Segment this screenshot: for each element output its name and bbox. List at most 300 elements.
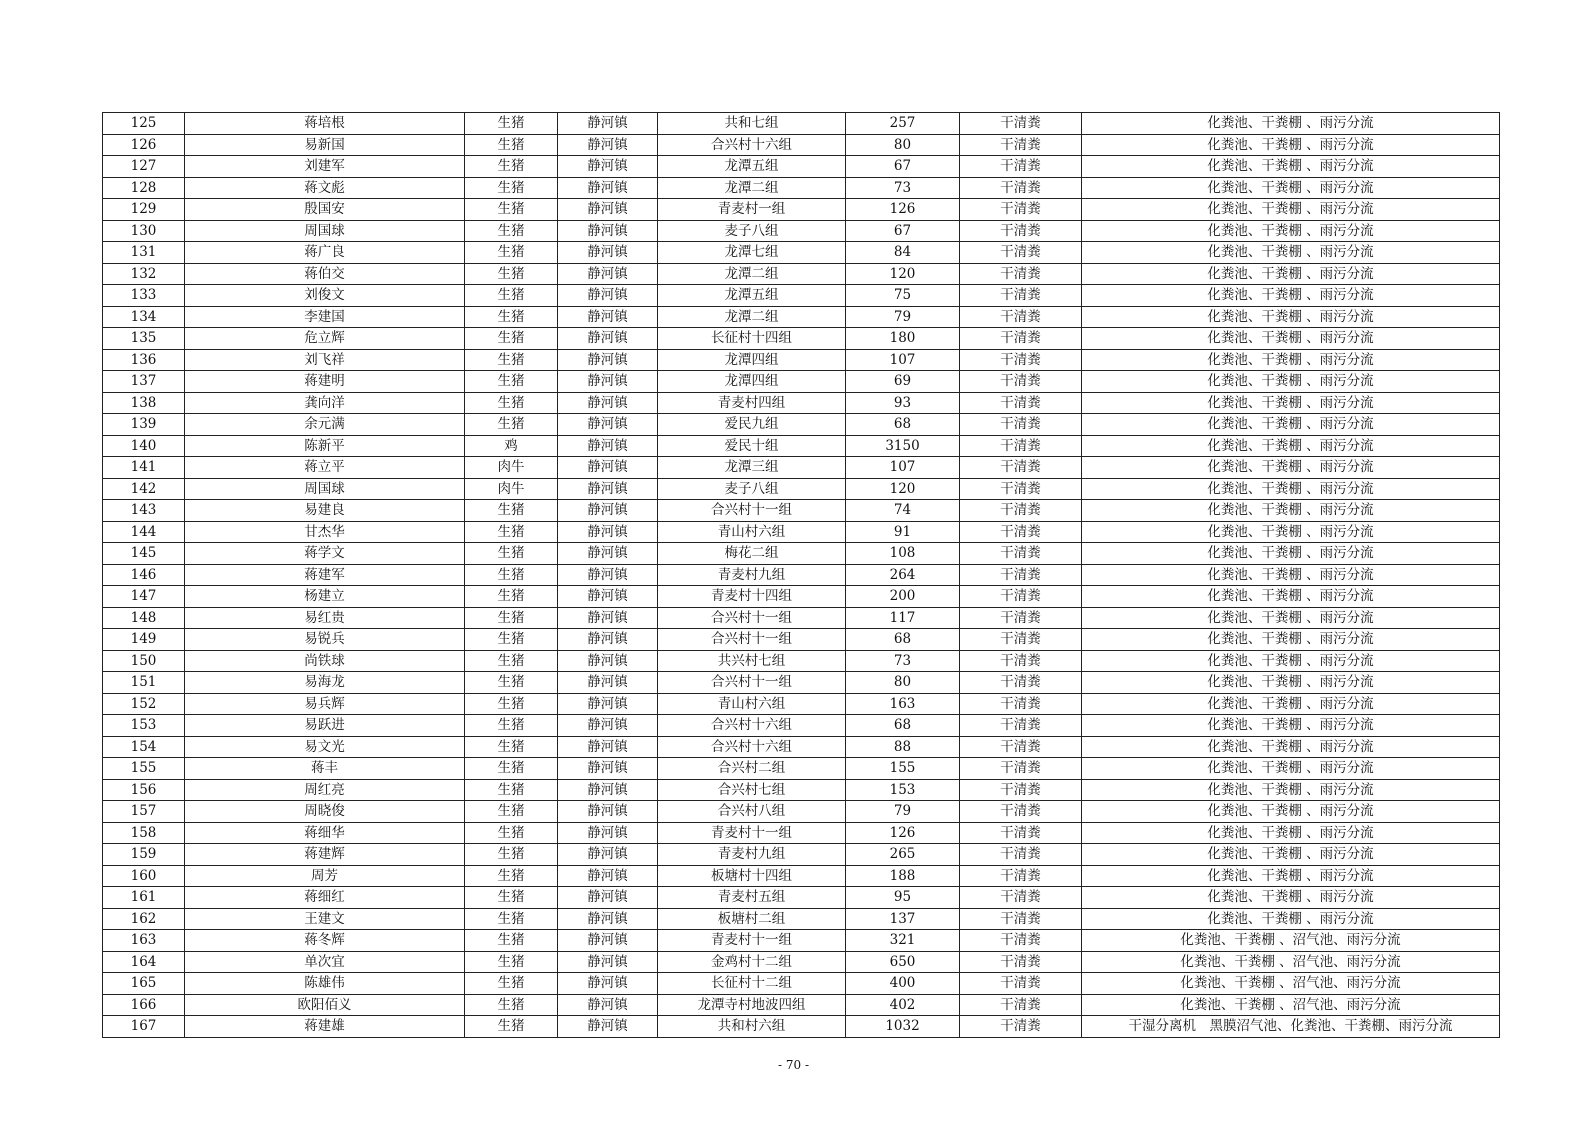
treatment-facilities-cell: 化粪池、干粪棚 、雨污分流 [1082, 478, 1500, 500]
manure-method-cell: 干清粪 [960, 564, 1082, 586]
treatment-facilities-cell: 化粪池、干粪棚 、雨污分流 [1082, 328, 1500, 350]
treatment-facilities-cell: 化粪池、干粪棚 、雨污分流 [1082, 736, 1500, 758]
manure-method-cell: 干清粪 [960, 650, 1082, 672]
town-cell: 静河镇 [558, 199, 658, 221]
livestock-type-cell: 生猪 [465, 994, 558, 1016]
town-cell: 静河镇 [558, 414, 658, 436]
village-group-cell: 合兴村十一组 [658, 607, 846, 629]
herd-size-cell: 257 [846, 113, 960, 135]
village-group-cell: 龙潭七组 [658, 242, 846, 264]
town-cell: 静河镇 [558, 801, 658, 823]
manure-method-cell: 干清粪 [960, 930, 1082, 952]
town-cell: 静河镇 [558, 457, 658, 479]
village-group-cell: 龙潭寺村地波四组 [658, 994, 846, 1016]
herd-size-cell: 68 [846, 414, 960, 436]
manure-method-cell: 干清粪 [960, 822, 1082, 844]
manure-method-cell: 干清粪 [960, 994, 1082, 1016]
village-group-cell: 共和七组 [658, 113, 846, 135]
manure-method-cell: 干清粪 [960, 672, 1082, 694]
town-cell: 静河镇 [558, 263, 658, 285]
livestock-type-cell: 生猪 [465, 629, 558, 651]
town-cell: 静河镇 [558, 328, 658, 350]
town-cell: 静河镇 [558, 177, 658, 199]
livestock-type-cell: 生猪 [465, 650, 558, 672]
manure-method-cell: 干清粪 [960, 134, 1082, 156]
table-row [103, 650, 1500, 672]
manure-method-cell: 干清粪 [960, 285, 1082, 307]
village-group-cell: 龙潭三组 [658, 457, 846, 479]
livestock-type-cell: 生猪 [465, 113, 558, 135]
village-group-cell: 长征村十二组 [658, 973, 846, 995]
manure-method-cell: 干清粪 [960, 263, 1082, 285]
row-index-cell: 154 [103, 736, 185, 758]
herd-size-cell: 400 [846, 973, 960, 995]
table-row [103, 758, 1500, 780]
treatment-facilities-cell: 化粪池、干粪棚 、雨污分流 [1082, 543, 1500, 565]
town-cell: 静河镇 [558, 543, 658, 565]
town-cell: 静河镇 [558, 908, 658, 930]
table-row [103, 199, 1500, 221]
village-group-cell: 合兴村十一组 [658, 629, 846, 651]
livestock-type-cell: 生猪 [465, 973, 558, 995]
herd-size-cell: 126 [846, 822, 960, 844]
herd-size-cell: 91 [846, 521, 960, 543]
livestock-type-cell: 生猪 [465, 156, 558, 178]
herd-size-cell: 88 [846, 736, 960, 758]
herd-size-cell: 265 [846, 844, 960, 866]
farmer-name-cell: 蒋丰 [185, 758, 465, 780]
herd-size-cell: 79 [846, 801, 960, 823]
village-group-cell: 共兴村七组 [658, 650, 846, 672]
village-group-cell: 龙潭二组 [658, 177, 846, 199]
treatment-facilities-cell: 化粪池、干粪棚 、雨污分流 [1082, 801, 1500, 823]
row-index-cell: 166 [103, 994, 185, 1016]
town-cell: 静河镇 [558, 693, 658, 715]
treatment-facilities-cell: 化粪池、干粪棚 、雨污分流 [1082, 844, 1500, 866]
row-index-cell: 164 [103, 951, 185, 973]
treatment-facilities-cell: 化粪池、干粪棚 、雨污分流 [1082, 156, 1500, 178]
row-index-cell: 143 [103, 500, 185, 522]
row-index-cell: 129 [103, 199, 185, 221]
livestock-type-cell: 生猪 [465, 844, 558, 866]
row-index-cell: 163 [103, 930, 185, 952]
table-row [103, 478, 1500, 500]
livestock-type-cell: 生猪 [465, 930, 558, 952]
farmer-name-cell: 蒋建辉 [185, 844, 465, 866]
treatment-facilities-cell: 化粪池、干粪棚 、雨污分流 [1082, 349, 1500, 371]
manure-method-cell: 干清粪 [960, 758, 1082, 780]
livestock-type-cell: 生猪 [465, 392, 558, 414]
farmer-name-cell: 蒋广良 [185, 242, 465, 264]
town-cell: 静河镇 [558, 220, 658, 242]
herd-size-cell: 321 [846, 930, 960, 952]
table-row [103, 113, 1500, 135]
livestock-type-cell: 生猪 [465, 414, 558, 436]
manure-method-cell: 干清粪 [960, 801, 1082, 823]
treatment-facilities-cell: 化粪池、干粪棚 、雨污分流 [1082, 242, 1500, 264]
page-number: - 70 - [777, 1058, 809, 1072]
row-index-cell: 140 [103, 435, 185, 457]
treatment-facilities-cell: 化粪池、干粪棚 、雨污分流 [1082, 435, 1500, 457]
town-cell: 静河镇 [558, 736, 658, 758]
herd-size-cell: 73 [846, 177, 960, 199]
manure-method-cell: 干清粪 [960, 887, 1082, 909]
farmer-name-cell: 蒋文彪 [185, 177, 465, 199]
table-row [103, 865, 1500, 887]
town-cell: 静河镇 [558, 672, 658, 694]
village-group-cell: 合兴村十一组 [658, 672, 846, 694]
treatment-facilities-cell: 化粪池、干粪棚 、雨污分流 [1082, 758, 1500, 780]
treatment-facilities-cell: 化粪池、干粪棚 、沼气池、雨污分流 [1082, 951, 1500, 973]
table-row [103, 414, 1500, 436]
treatment-facilities-cell: 化粪池、干粪棚 、雨污分流 [1082, 822, 1500, 844]
herd-size-cell: 1032 [846, 1016, 960, 1038]
village-group-cell: 爱民九组 [658, 414, 846, 436]
row-index-cell: 133 [103, 285, 185, 307]
village-group-cell: 青麦村十一组 [658, 930, 846, 952]
row-index-cell: 159 [103, 844, 185, 866]
herd-size-cell: 107 [846, 457, 960, 479]
farmer-name-cell: 蒋建雄 [185, 1016, 465, 1038]
farmer-name-cell: 易兵辉 [185, 693, 465, 715]
village-group-cell: 龙潭二组 [658, 263, 846, 285]
table-row [103, 285, 1500, 307]
farmer-name-cell: 蒋细红 [185, 887, 465, 909]
village-group-cell: 合兴村十六组 [658, 134, 846, 156]
farmer-name-cell: 欧阳佰义 [185, 994, 465, 1016]
livestock-type-cell: 生猪 [465, 715, 558, 737]
herd-size-cell: 180 [846, 328, 960, 350]
town-cell: 静河镇 [558, 500, 658, 522]
farmer-name-cell: 周晓俊 [185, 801, 465, 823]
manure-method-cell: 干清粪 [960, 715, 1082, 737]
herd-size-cell: 95 [846, 887, 960, 909]
livestock-type-cell: 生猪 [465, 306, 558, 328]
manure-method-cell: 干清粪 [960, 457, 1082, 479]
treatment-facilities-cell: 化粪池、干粪棚 、雨污分流 [1082, 908, 1500, 930]
farmer-name-cell: 周红亮 [185, 779, 465, 801]
village-group-cell: 爱民十组 [658, 435, 846, 457]
row-index-cell: 153 [103, 715, 185, 737]
table-row [103, 994, 1500, 1016]
livestock-type-cell: 生猪 [465, 134, 558, 156]
manure-method-cell: 干清粪 [960, 973, 1082, 995]
table-row [103, 973, 1500, 995]
manure-method-cell: 干清粪 [960, 328, 1082, 350]
farmer-name-cell: 殷国安 [185, 199, 465, 221]
village-group-cell: 合兴村八组 [658, 801, 846, 823]
village-group-cell: 青麦村四组 [658, 392, 846, 414]
row-index-cell: 155 [103, 758, 185, 780]
town-cell: 静河镇 [558, 629, 658, 651]
table-row [103, 822, 1500, 844]
farmer-name-cell: 陈新平 [185, 435, 465, 457]
row-index-cell: 158 [103, 822, 185, 844]
manure-method-cell: 干清粪 [960, 156, 1082, 178]
town-cell: 静河镇 [558, 564, 658, 586]
village-group-cell: 合兴村十六组 [658, 736, 846, 758]
village-group-cell: 板塘村十四组 [658, 865, 846, 887]
row-index-cell: 125 [103, 113, 185, 135]
row-index-cell: 160 [103, 865, 185, 887]
table-row [103, 629, 1500, 651]
herd-size-cell: 68 [846, 629, 960, 651]
herd-size-cell: 108 [846, 543, 960, 565]
livestock-type-cell: 生猪 [465, 822, 558, 844]
village-group-cell: 龙潭四组 [658, 349, 846, 371]
table-row [103, 371, 1500, 393]
village-group-cell: 青麦村五组 [658, 887, 846, 909]
town-cell: 静河镇 [558, 951, 658, 973]
farmer-name-cell: 易锐兵 [185, 629, 465, 651]
herd-size-cell: 67 [846, 220, 960, 242]
row-index-cell: 127 [103, 156, 185, 178]
treatment-facilities-cell: 化粪池、干粪棚 、沼气池、雨污分流 [1082, 930, 1500, 952]
row-index-cell: 148 [103, 607, 185, 629]
village-group-cell: 龙潭二组 [658, 306, 846, 328]
treatment-facilities-cell: 化粪池、干粪棚 、雨污分流 [1082, 865, 1500, 887]
town-cell: 静河镇 [558, 1016, 658, 1038]
farmer-name-cell: 易跃进 [185, 715, 465, 737]
manure-method-cell: 干清粪 [960, 392, 1082, 414]
village-group-cell: 青麦村十一组 [658, 822, 846, 844]
treatment-facilities-cell: 化粪池、干粪棚 、雨污分流 [1082, 134, 1500, 156]
herd-size-cell: 80 [846, 672, 960, 694]
table-row [103, 177, 1500, 199]
herd-size-cell: 200 [846, 586, 960, 608]
farmer-name-cell: 刘飞祥 [185, 349, 465, 371]
row-index-cell: 131 [103, 242, 185, 264]
farmer-name-cell: 杨建立 [185, 586, 465, 608]
village-group-cell: 青山村六组 [658, 521, 846, 543]
livestock-type-cell: 肉牛 [465, 478, 558, 500]
manure-method-cell: 干清粪 [960, 435, 1082, 457]
table-row [103, 930, 1500, 952]
manure-method-cell: 干清粪 [960, 951, 1082, 973]
town-cell: 静河镇 [558, 973, 658, 995]
town-cell: 静河镇 [558, 156, 658, 178]
herd-size-cell: 650 [846, 951, 960, 973]
treatment-facilities-cell: 化粪池、干粪棚 、雨污分流 [1082, 414, 1500, 436]
town-cell: 静河镇 [558, 134, 658, 156]
row-index-cell: 136 [103, 349, 185, 371]
herd-size-cell: 120 [846, 478, 960, 500]
farmer-name-cell: 周芳 [185, 865, 465, 887]
treatment-facilities-cell: 化粪池、干粪棚 、雨污分流 [1082, 564, 1500, 586]
row-index-cell: 132 [103, 263, 185, 285]
row-index-cell: 134 [103, 306, 185, 328]
manure-method-cell: 干清粪 [960, 306, 1082, 328]
records-table [102, 112, 1500, 1038]
row-index-cell: 152 [103, 693, 185, 715]
treatment-facilities-cell: 化粪池、干粪棚 、雨污分流 [1082, 672, 1500, 694]
table-row [103, 220, 1500, 242]
farmer-name-cell: 李建国 [185, 306, 465, 328]
row-index-cell: 157 [103, 801, 185, 823]
farmer-name-cell: 蒋立平 [185, 457, 465, 479]
herd-size-cell: 117 [846, 607, 960, 629]
livestock-type-cell: 鸡 [465, 435, 558, 457]
manure-method-cell: 干清粪 [960, 521, 1082, 543]
treatment-facilities-cell: 化粪池、干粪棚 、雨污分流 [1082, 500, 1500, 522]
herd-size-cell: 155 [846, 758, 960, 780]
village-group-cell: 梅花二组 [658, 543, 846, 565]
row-index-cell: 150 [103, 650, 185, 672]
town-cell: 静河镇 [558, 349, 658, 371]
row-index-cell: 146 [103, 564, 185, 586]
farmer-name-cell: 周国球 [185, 220, 465, 242]
row-index-cell: 145 [103, 543, 185, 565]
treatment-facilities-cell: 化粪池、干粪棚 、雨污分流 [1082, 285, 1500, 307]
livestock-type-cell: 生猪 [465, 607, 558, 629]
treatment-facilities-cell: 化粪池、干粪棚 、雨污分流 [1082, 457, 1500, 479]
village-group-cell: 青麦村九组 [658, 564, 846, 586]
town-cell: 静河镇 [558, 779, 658, 801]
village-group-cell: 共和村六组 [658, 1016, 846, 1038]
livestock-type-cell: 生猪 [465, 887, 558, 909]
livestock-type-cell: 生猪 [465, 349, 558, 371]
manure-method-cell: 干清粪 [960, 500, 1082, 522]
town-cell: 静河镇 [558, 887, 658, 909]
herd-size-cell: 69 [846, 371, 960, 393]
village-group-cell: 合兴村十一组 [658, 500, 846, 522]
farmer-name-cell: 易建良 [185, 500, 465, 522]
herd-size-cell: 137 [846, 908, 960, 930]
table-row [103, 242, 1500, 264]
village-group-cell: 青山村六组 [658, 693, 846, 715]
treatment-facilities-cell: 化粪池、干粪棚 、沼气池、雨污分流 [1082, 994, 1500, 1016]
livestock-type-cell: 生猪 [465, 521, 558, 543]
table-row [103, 951, 1500, 973]
row-index-cell: 130 [103, 220, 185, 242]
livestock-type-cell: 生猪 [465, 1016, 558, 1038]
livestock-type-cell: 生猪 [465, 543, 558, 565]
herd-size-cell: 75 [846, 285, 960, 307]
table-row [103, 392, 1500, 414]
herd-size-cell: 84 [846, 242, 960, 264]
town-cell: 静河镇 [558, 758, 658, 780]
farmer-name-cell: 易红贵 [185, 607, 465, 629]
row-index-cell: 137 [103, 371, 185, 393]
table-row [103, 306, 1500, 328]
table-row [103, 844, 1500, 866]
treatment-facilities-cell: 化粪池、干粪棚 、雨污分流 [1082, 177, 1500, 199]
village-group-cell: 龙潭五组 [658, 285, 846, 307]
table-row [103, 521, 1500, 543]
farmer-name-cell: 易文光 [185, 736, 465, 758]
herd-size-cell: 126 [846, 199, 960, 221]
table-row [103, 349, 1500, 371]
town-cell: 静河镇 [558, 392, 658, 414]
town-cell: 静河镇 [558, 844, 658, 866]
manure-method-cell: 干清粪 [960, 478, 1082, 500]
town-cell: 静河镇 [558, 435, 658, 457]
treatment-facilities-cell: 化粪池、干粪棚 、雨污分流 [1082, 715, 1500, 737]
table-row [103, 736, 1500, 758]
herd-size-cell: 163 [846, 693, 960, 715]
table-row [103, 435, 1500, 457]
manure-method-cell: 干清粪 [960, 736, 1082, 758]
manure-method-cell: 干清粪 [960, 607, 1082, 629]
manure-method-cell: 干清粪 [960, 865, 1082, 887]
table-row [103, 1016, 1500, 1038]
row-index-cell: 165 [103, 973, 185, 995]
herd-size-cell: 107 [846, 349, 960, 371]
livestock-type-cell: 生猪 [465, 564, 558, 586]
table-row [103, 156, 1500, 178]
farmer-name-cell: 余元满 [185, 414, 465, 436]
herd-size-cell: 402 [846, 994, 960, 1016]
farmer-name-cell: 蒋建明 [185, 371, 465, 393]
town-cell: 静河镇 [558, 822, 658, 844]
table-row [103, 887, 1500, 909]
manure-method-cell: 干清粪 [960, 113, 1082, 135]
livestock-type-cell: 生猪 [465, 758, 558, 780]
farmer-name-cell: 王建文 [185, 908, 465, 930]
row-index-cell: 141 [103, 457, 185, 479]
farmer-name-cell: 蒋建军 [185, 564, 465, 586]
herd-size-cell: 188 [846, 865, 960, 887]
herd-size-cell: 264 [846, 564, 960, 586]
town-cell: 静河镇 [558, 371, 658, 393]
herd-size-cell: 120 [846, 263, 960, 285]
treatment-facilities-cell: 化粪池、干粪棚 、雨污分流 [1082, 779, 1500, 801]
town-cell: 静河镇 [558, 930, 658, 952]
farmer-name-cell: 蒋细华 [185, 822, 465, 844]
town-cell: 静河镇 [558, 478, 658, 500]
table-row [103, 672, 1500, 694]
village-group-cell: 青麦村一组 [658, 199, 846, 221]
village-group-cell: 合兴村十六组 [658, 715, 846, 737]
livestock-type-cell: 生猪 [465, 908, 558, 930]
farmer-name-cell: 易海龙 [185, 672, 465, 694]
manure-method-cell: 干清粪 [960, 242, 1082, 264]
farmer-name-cell: 蒋冬辉 [185, 930, 465, 952]
herd-size-cell: 3150 [846, 435, 960, 457]
herd-size-cell: 68 [846, 715, 960, 737]
manure-method-cell: 干清粪 [960, 779, 1082, 801]
treatment-facilities-cell: 化粪池、干粪棚 、雨污分流 [1082, 693, 1500, 715]
town-cell: 静河镇 [558, 715, 658, 737]
livestock-type-cell: 生猪 [465, 736, 558, 758]
livestock-type-cell: 生猪 [465, 371, 558, 393]
records-table-body [103, 113, 1500, 1038]
town-cell: 静河镇 [558, 994, 658, 1016]
farmer-name-cell: 蒋伯交 [185, 263, 465, 285]
manure-method-cell: 干清粪 [960, 177, 1082, 199]
table-row [103, 607, 1500, 629]
row-index-cell: 167 [103, 1016, 185, 1038]
row-index-cell: 147 [103, 586, 185, 608]
town-cell: 静河镇 [558, 285, 658, 307]
treatment-facilities-cell: 化粪池、干粪棚 、雨污分流 [1082, 371, 1500, 393]
farmer-name-cell: 陈雄伟 [185, 973, 465, 995]
farmer-name-cell: 蒋培根 [185, 113, 465, 135]
row-index-cell: 139 [103, 414, 185, 436]
manure-method-cell: 干清粪 [960, 371, 1082, 393]
table-row [103, 693, 1500, 715]
village-group-cell: 长征村十四组 [658, 328, 846, 350]
livestock-type-cell: 生猪 [465, 220, 558, 242]
treatment-facilities-cell: 化粪池、干粪棚 、沼气池、雨污分流 [1082, 973, 1500, 995]
livestock-type-cell: 生猪 [465, 586, 558, 608]
livestock-type-cell: 生猪 [465, 951, 558, 973]
farmer-name-cell: 危立辉 [185, 328, 465, 350]
village-group-cell: 麦子八组 [658, 220, 846, 242]
manure-method-cell: 干清粪 [960, 414, 1082, 436]
table-row [103, 543, 1500, 565]
manure-method-cell: 干清粪 [960, 349, 1082, 371]
